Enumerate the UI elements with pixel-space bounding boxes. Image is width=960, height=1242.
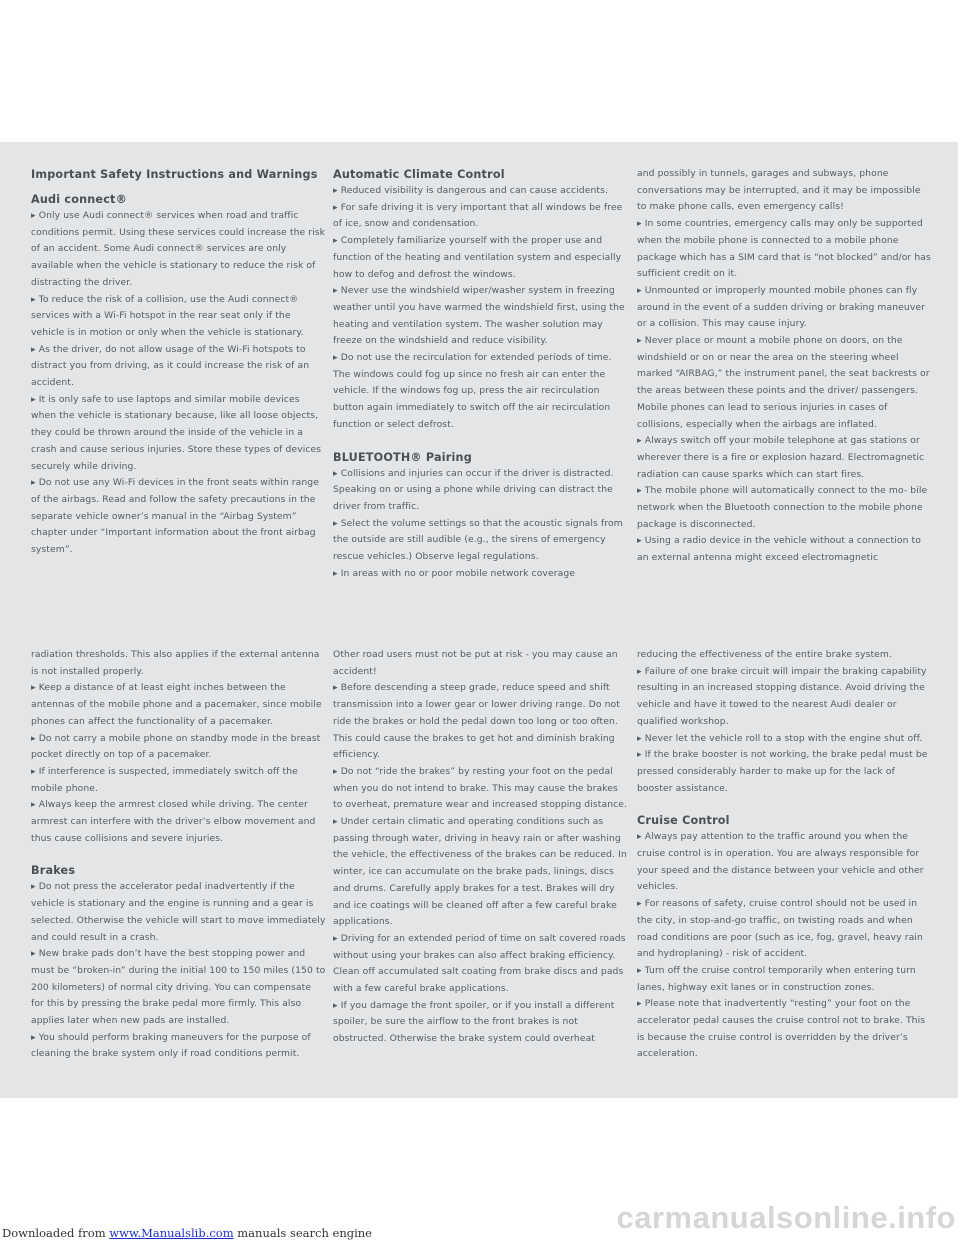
paragraph: ▸ For reasons of safety, cruise control should not be used in the city, in stop-and-go traffic, on twisting roads and when road conditions are poor (such as ice, fog, gravel, heavy rain and hydroplaning) - risk of accident. (637, 898, 923, 960)
section-heading-audi-connect: Audi connect® (31, 193, 127, 206)
paragraph: ▸ Completely familiarize yourself with the proper use and function of the heating and ventilation system and especially how to defog and defrost the windows. (333, 235, 622, 280)
paragraph: ▸ Never use the windshield wiper/washer system in freezing weather until you have warmed the windshield first, using the heating and ventilation system. The washer solution may freeze on the windshield and reduce visibility. (333, 285, 625, 347)
paragraph: ▸ Keep a distance of at least eight inches between the antennas of the mobile phone and a pacemaker, since mobile phones can affect the functionality of a pacemaker. (31, 682, 322, 727)
paragraph-list (333, 647, 629, 1048)
column-4 (31, 647, 327, 1063)
paragraph: ▸ If the brake booster is not working, the brake pedal must be pressed considerably harder to make up for the lack of booster assistance. (637, 749, 928, 794)
paragraph: ▸ Never place or mount a mobile phone on doors, on the windshield or on or near the area on the steering wheel marked “AIRBAG,” the instrument panel, the seat backrests or the areas between these points and the driver/ passengers. Mobile phones can lead to serious injuries in cases of collisions, especially when the airbags are inflated. (637, 335, 930, 430)
paragraph: ▸ Please note that inadvertently “resting” your foot on the accelerator pedal causes the cruise control not to brake. This is because the cruise control is overridden by the driver’s acceleration. (637, 998, 926, 1060)
paragraph: Other road users must not be put at risk - you may cause an accident! (333, 649, 618, 677)
paragraph: ▸ Always keep the armrest closed while driving. The center armrest can interfere with the driver’s elbow movement and thus cause collisions and severe injuries. (31, 799, 316, 844)
paragraph: ▸ It is only safe to use laptops and similar mobile devices when the vehicle is stationary because, like all loose objects, they could be thrown around the inside of the vehicle in a crash and cause serious injuries. Store these types of devices securely while driving. (31, 393, 322, 472)
paragraph-list (637, 647, 933, 797)
paragraph: ▸ You should perform braking maneuvers for the purpose of cleaning the brake system only if road conditions permit. (31, 1031, 311, 1060)
paragraph: ▸ Turn off the cruise control temporarily when entering turn lanes, highway exit lanes or in construction zones. (637, 964, 916, 993)
paragraph: ▸ Select the volume settings so that the acoustic signals from the outside are still audible (e.g., the sirens of emergency rescue vehicles.) Observe legal regulations. (333, 517, 623, 563)
paragraph: ▸ In some countries, emergency calls may only be supported when the mobile phone is connected to a mobile phone package which has a SIM card that is “not blocked” and/or has sufficient credit on it. (637, 218, 931, 280)
section-heading-climate-control: Automatic Climate Control (333, 168, 505, 181)
footer-prefix: Downloaded from (2, 1226, 106, 1240)
paragraph: radiation thresholds. This also applies if the external antenna is not installed properly. (31, 649, 320, 677)
paragraph: ▸ In areas with no or poor mobile network coverage (333, 567, 576, 579)
paragraph: ▸ Failure of one brake circuit will impair the braking capability resulting in an increased stopping distance. Avoid driving the vehicle and have it towed to the nearest Audi dealer or qualified workshop. (637, 665, 927, 727)
paragraph: ▸ Do not “ride the brakes” by resting your foot on the pedal when you do not intend to brake. This may cause the brakes to overheat, premature wear and increased stopping distance. (333, 765, 628, 811)
section-heading-bluetooth: BLUETOOTH® Pairing (333, 450, 472, 464)
manualslib-link[interactable]: www.Manualslib.com (109, 1226, 234, 1240)
paragraph: reducing the effectiveness of the entire brake system. (637, 649, 892, 660)
paragraph: ▸ The mobile phone will automatically connect to the mo- bile network when the Bluetooth connection to the mobile phone package is disconnected. (637, 485, 928, 530)
section-heading-brakes: Brakes (31, 864, 76, 878)
paragraph: ▸ Do not use the recirculation for extended periods of time. The windows could fog up since no fresh air can enter the vehicle. If the windows fog up, press the air recirculation button again immediately to switch off the air recirculation function or select defrost. (333, 352, 612, 430)
section-heading-cruise-control: Cruise Control (637, 814, 730, 828)
column-3 (637, 166, 933, 567)
paragraph: ▸ Always pay attention to the traffic around you when the cruise control is in operation. You are always responsible for your speed and the distance between your vehicle and other vehicles. (637, 831, 924, 893)
paragraph: ▸ Collisions and injuries can occur if the driver is distracted. Speaking on or using a phone while driving can distract the driver from traffic. (333, 467, 614, 512)
paragraph: ▸ Do not carry a mobile phone on standby mode in the breast pocket directly on top of a pacemaker. (31, 732, 321, 761)
paragraph: ▸ As the driver, do not allow usage of the Wi-Fi hotspots to distract you from driving, as it could increase the risk of an accident. (31, 343, 310, 389)
paragraph: ▸ Under certain climatic and operating conditions such as passing through water, driving in heavy rain or after washing the vehicle, the effectiveness of the brakes can be reduced. In winter, ice can accumulate on the brake pads, linings, discs and drums. Carefully apply brakes for a test. Brakes will dry and ice coatings will be cleaned off after a few careful brake applications. (333, 816, 627, 928)
paragraph: ▸ Only use Audi connect® services when road and traffic conditions permit. Using these services could increase the risk of an accident. Some Audi connect® services are only available when the vehicle is stationary to reduce the risk of distracting the driver. (31, 210, 326, 288)
paragraph-list (637, 166, 933, 567)
paragraph: ▸ Using a radio device in the vehicle without a connection to an external antenna might exceed electromagnetic (637, 535, 921, 564)
paragraph: ▸ Driving for an extended period of time on salt covered roads without using your brakes can also affect braking efficiency. Clean off accumulated salt coating from brake discs and pads with a few careful brake applications. (333, 932, 626, 995)
paragraph: ▸ If you damage the front spoiler, or if you install a different spoiler, be sure the airflow to the front brakes is not obstructed. Otherwise the brake system could overheat (333, 999, 615, 1045)
paragraph: ▸ For safe driving it is very important that all windows be free of ice, snow and condensation. (333, 201, 623, 230)
download-footer (2, 1226, 372, 1240)
paragraph: ▸ Before descending a steep grade, reduce speed and shift transmission into a lower gear or lower driving range. Do not ride the brakes or hold the pedal down too long or too often. This could cause the brakes to get hot and diminish braking efficiency. (333, 682, 620, 761)
column-1 (31, 166, 327, 559)
paragraph-list (333, 466, 629, 583)
paragraph-list (31, 647, 327, 847)
paragraph: ▸ To reduce the risk of a collision, use the Audi connect® services with a Wi-Fi hotspot in the rear seat only if the vehicle is in motion or only when the vehicle is stationary. (31, 293, 304, 338)
column-5 (333, 647, 629, 1048)
paragraph: ▸ Never let the vehicle roll to a stop with the engine shut off. (637, 732, 923, 744)
paragraph: and possibly in tunnels, garages and subways, phone conversations may be interrupted, and it may be impossible to make phone calls, even emergency calls! (637, 168, 921, 213)
paragraph: ▸ New brake pads don’t have the best stopping power and must be “broken-in” during the initial 100 to 150 miles (150 to 200 kilometers) of normal city driving. You can compensate for this by pressing the brake pedal more firmly. This also applies later when new pads are installed. (31, 948, 326, 1027)
column-6 (637, 647, 933, 1063)
paragraph: ▸ Reduced visibility is dangerous and can cause accidents. (333, 185, 608, 196)
paragraph-list (637, 829, 933, 1063)
paragraph: ▸ If interference is suspected, immediately switch off the mobile phone. (31, 765, 298, 794)
paragraph: ▸ Do not use any Wi-Fi devices in the front seats within range of the airbags. Read and follow the safety precautions in the separate vehicle owner’s manual in the “Airbag System” chapter under “Important information about the front airbag system”. (31, 477, 319, 556)
paragraph: ▸ Always switch off your mobile telephone at gas stations or wherever there is a fire or explosion hazard. Electromagnetic radiation can cause sparks which can start fires. (637, 435, 925, 480)
watermark: carmanualsonline.info (616, 1200, 956, 1235)
main-heading: Important Safety Instructions and Warnings (31, 168, 318, 181)
paragraph-list (31, 879, 327, 1063)
paragraph: ▸ Do not press the accelerator pedal inadvertently if the vehicle is stationary and the engine is running and a gear is selected. Otherwise the vehicle will start to move immediately and could result in a crash. (31, 881, 326, 943)
paragraph-list (31, 208, 327, 559)
column-2 (333, 166, 629, 582)
footer-suffix: manuals search engine (233, 1226, 372, 1240)
paragraph-list (333, 183, 629, 434)
paragraph: ▸ Unmounted or improperly mounted mobile phones can fly around in the event of a sudden driving or braking maneuver or a collision. This may cause injury. (637, 284, 925, 330)
